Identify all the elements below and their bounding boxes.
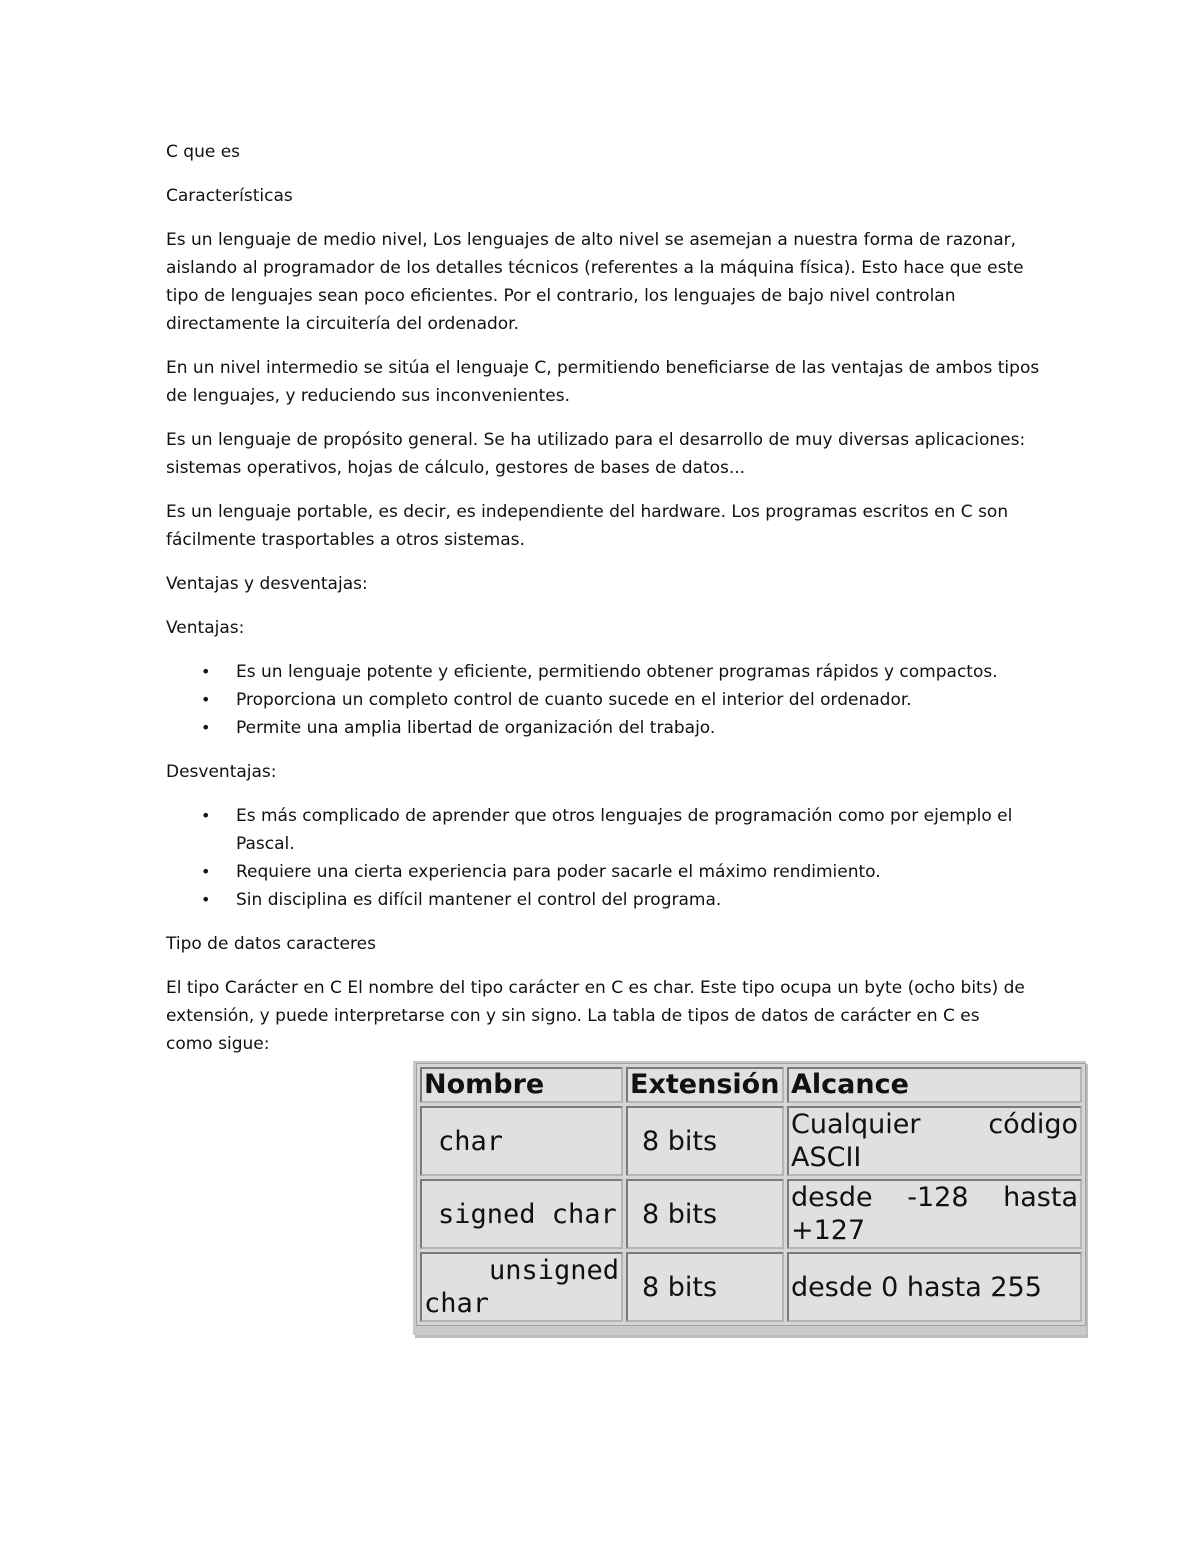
paragraph-intermediate: En un nivel intermedio se sitúa el lenguaje C, permitiendo beneficiarse de las ventajas de ambos tipos de lenguajes, y reduciendo sus inconvenientes.: [166, 358, 1040, 406]
bullet-icon: •: [201, 662, 211, 681]
section-heading-pros-cons: Ventajas y desventajas:: [166, 574, 368, 594]
cell-type-size: 8 bits: [626, 1106, 784, 1176]
char-types-table: [416, 1063, 1086, 1326]
pros-list: [166, 658, 1046, 742]
list-item: • Es un lenguaje potente y eficiente, permitiendo obtener programas rápidos y compactos.: [166, 658, 1046, 686]
list-item: • Requiere una cierta experiencia para poder sacarle el máximo rendimiento.: [166, 858, 1046, 886]
bullet-icon: •: [201, 718, 211, 737]
cons-heading: Desventajas:: [166, 762, 277, 782]
cell-type-name: char: [420, 1106, 623, 1176]
document-body: [166, 138, 1046, 1074]
paragraph-char-type: El tipo Carácter en C El nombre del tipo carácter en C es char. Este tipo ocupa un byte (ocho bits) de extensión, y puede interpretarse con y sin signo. La tabla de tipos de datos de carácter en C es como sigue:: [166, 978, 1025, 1054]
table-row: [420, 1106, 1082, 1176]
bullet-icon: •: [201, 690, 211, 709]
cons-list: [166, 802, 1046, 914]
bullet-icon: •: [201, 806, 211, 825]
document-title: C que es: [166, 142, 241, 162]
list-item: • Sin disciplina es difícil mantener el control del programa.: [166, 886, 1046, 914]
section-heading-characteristics: Características: [166, 186, 293, 206]
paragraph-general-purpose: Es un lenguaje de propósito general. Se ha utilizado para el desarrollo de muy diversas aplicaciones: sistemas operativos, hojas de cálculo, gestores de bases de datos...: [166, 430, 1026, 478]
table-row: [420, 1179, 1082, 1249]
header-name: Nombre: [420, 1067, 623, 1103]
cell-type-name: signed char: [420, 1179, 623, 1249]
list-item: • Es más complicado de aprender que otros lenguajes de programación como por ejemplo el Pascal.: [166, 802, 1046, 858]
cell-type-name: unsigned char: [420, 1252, 623, 1322]
char-types-table-image: [413, 1061, 1086, 1335]
paragraph-medium-level: Es un lenguaje de medio nivel, Los lenguajes de alto nivel se asemejan a nuestra forma de razonar, aislando al programador de los detalles técnicos (referentes a la máquina física). Esto hace que este tipo de lenguajes sean poco eficientes. Por el contrario, los lenguajes de bajo nivel controlan directamente la circuitería del ordenador.: [166, 230, 1024, 334]
cell-type-size: 8 bits: [626, 1252, 784, 1322]
header-extension: Extensión: [626, 1067, 784, 1103]
header-range: Alcance: [787, 1067, 1082, 1103]
cell-type-range: Cualquier código ASCII: [787, 1106, 1082, 1176]
bullet-icon: •: [201, 890, 211, 909]
paragraph-portable: Es un lenguaje portable, es decir, es independiente del hardware. Los programas escritos en C son fácilmente trasportables a otros sistemas.: [166, 502, 1009, 550]
cell-type-range: desde 0 hasta 255: [787, 1252, 1082, 1322]
section-heading-char-types: Tipo de datos caracteres: [166, 934, 376, 954]
pros-heading: Ventajas:: [166, 618, 245, 638]
bullet-icon: •: [201, 862, 211, 881]
table-header-row: [420, 1067, 1082, 1103]
cell-type-range: desde -128 hasta +127: [787, 1179, 1082, 1249]
list-item: • Permite una amplia libertad de organización del trabajo.: [166, 714, 1046, 742]
cell-type-size: 8 bits: [626, 1179, 784, 1249]
list-item: • Proporciona un completo control de cuanto sucede en el interior del ordenador.: [166, 686, 1046, 714]
table-row: [420, 1252, 1082, 1322]
